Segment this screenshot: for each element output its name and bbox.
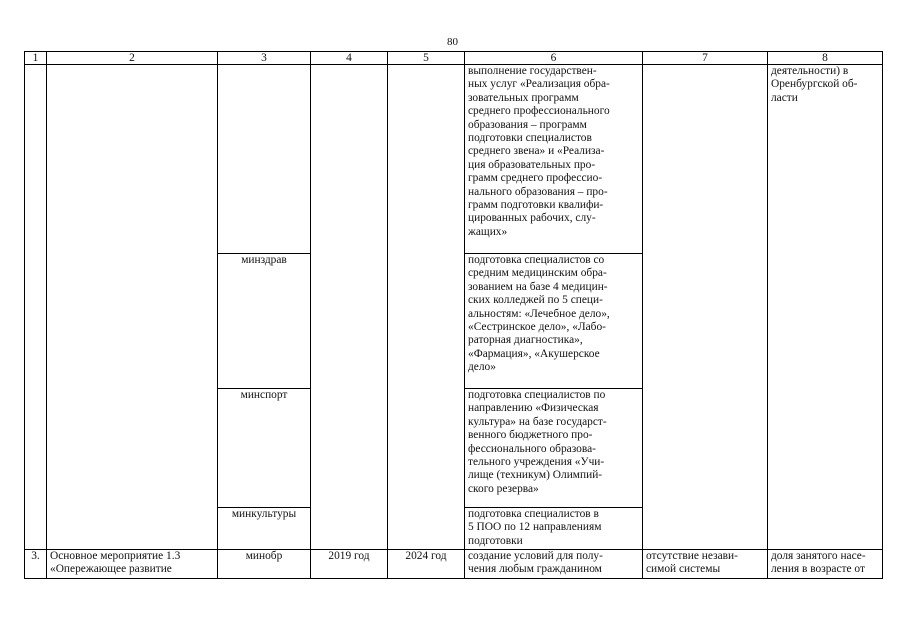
cell-end-year: 2024 год (388, 550, 465, 579)
cell-indicator: доля занятого насе- ления в возрасте от (768, 550, 883, 579)
cell-activity-description: подготовка специалистов по направлению «Физическая культура» на базе государст- венного бюджетного про- фессионального образова- тельного учреждения «Учи- лище (техникум) Олимпий- ского резерва» (465, 389, 643, 508)
cell-activity-description: подготовка специалистов со средним медицинским обра- зованием на базе 4 медицин- ских колледжей по 5 специ- альностям: «Лечебное дело», «Сестринское дело», «Лабо- раторная диагностика», «Фармация», «Акушерское дело» (465, 254, 643, 389)
table-row (25, 550, 883, 579)
column-number-6: 6 (465, 52, 643, 65)
column-number-2: 2 (47, 52, 218, 65)
cell-empty (47, 65, 218, 550)
cell-empty (388, 65, 465, 550)
cell-executor-minkultury: минкультуры (218, 508, 311, 550)
cell-empty (25, 65, 47, 550)
cell-indicator: деятельности) в Оренбургской об- ласти (768, 65, 883, 550)
page-number: 80 (447, 36, 458, 48)
cell-executor-minsport: минспорт (218, 389, 311, 508)
column-number-3: 3 (218, 52, 311, 65)
cell-empty (311, 65, 388, 550)
cell-start-year: 2019 год (311, 550, 388, 579)
column-number-4: 4 (311, 52, 388, 65)
column-number-5: 5 (388, 52, 465, 65)
column-number-7: 7 (643, 52, 768, 65)
column-number-row (25, 52, 883, 65)
column-number-1: 1 (25, 52, 47, 65)
cell-executor-minobr: минобр (218, 550, 311, 579)
column-number-8: 8 (768, 52, 883, 65)
cell-row-number: 3. (25, 550, 47, 579)
cell-empty (218, 65, 311, 254)
cell-executor-minzdrav: минздрав (218, 254, 311, 389)
cell-empty (643, 65, 768, 550)
program-table (24, 51, 883, 579)
cell-measure-title: Основное мероприятие 1.3 «Опережающее развитие (47, 550, 218, 579)
cell-consequences: отсутствие незави- симой системы (643, 550, 768, 579)
table-row (25, 65, 883, 254)
cell-activity-description: выполнение государствен- ных услуг «Реализация обра- зовательных программ среднего профессионального образования – программ подготовки специалистов среднего звена» и «Реализа- ция образовательных про- грамм среднего профессио- нального образования – про- грамм подготовки квалифи- цированных рабочих, слу- жащих» (465, 65, 643, 254)
cell-activity-description: создание условий для полу- чения любым гражданином (465, 550, 643, 579)
cell-activity-description: подготовка специалистов в 5 ПОО по 12 направлениям подготовки (465, 508, 643, 550)
